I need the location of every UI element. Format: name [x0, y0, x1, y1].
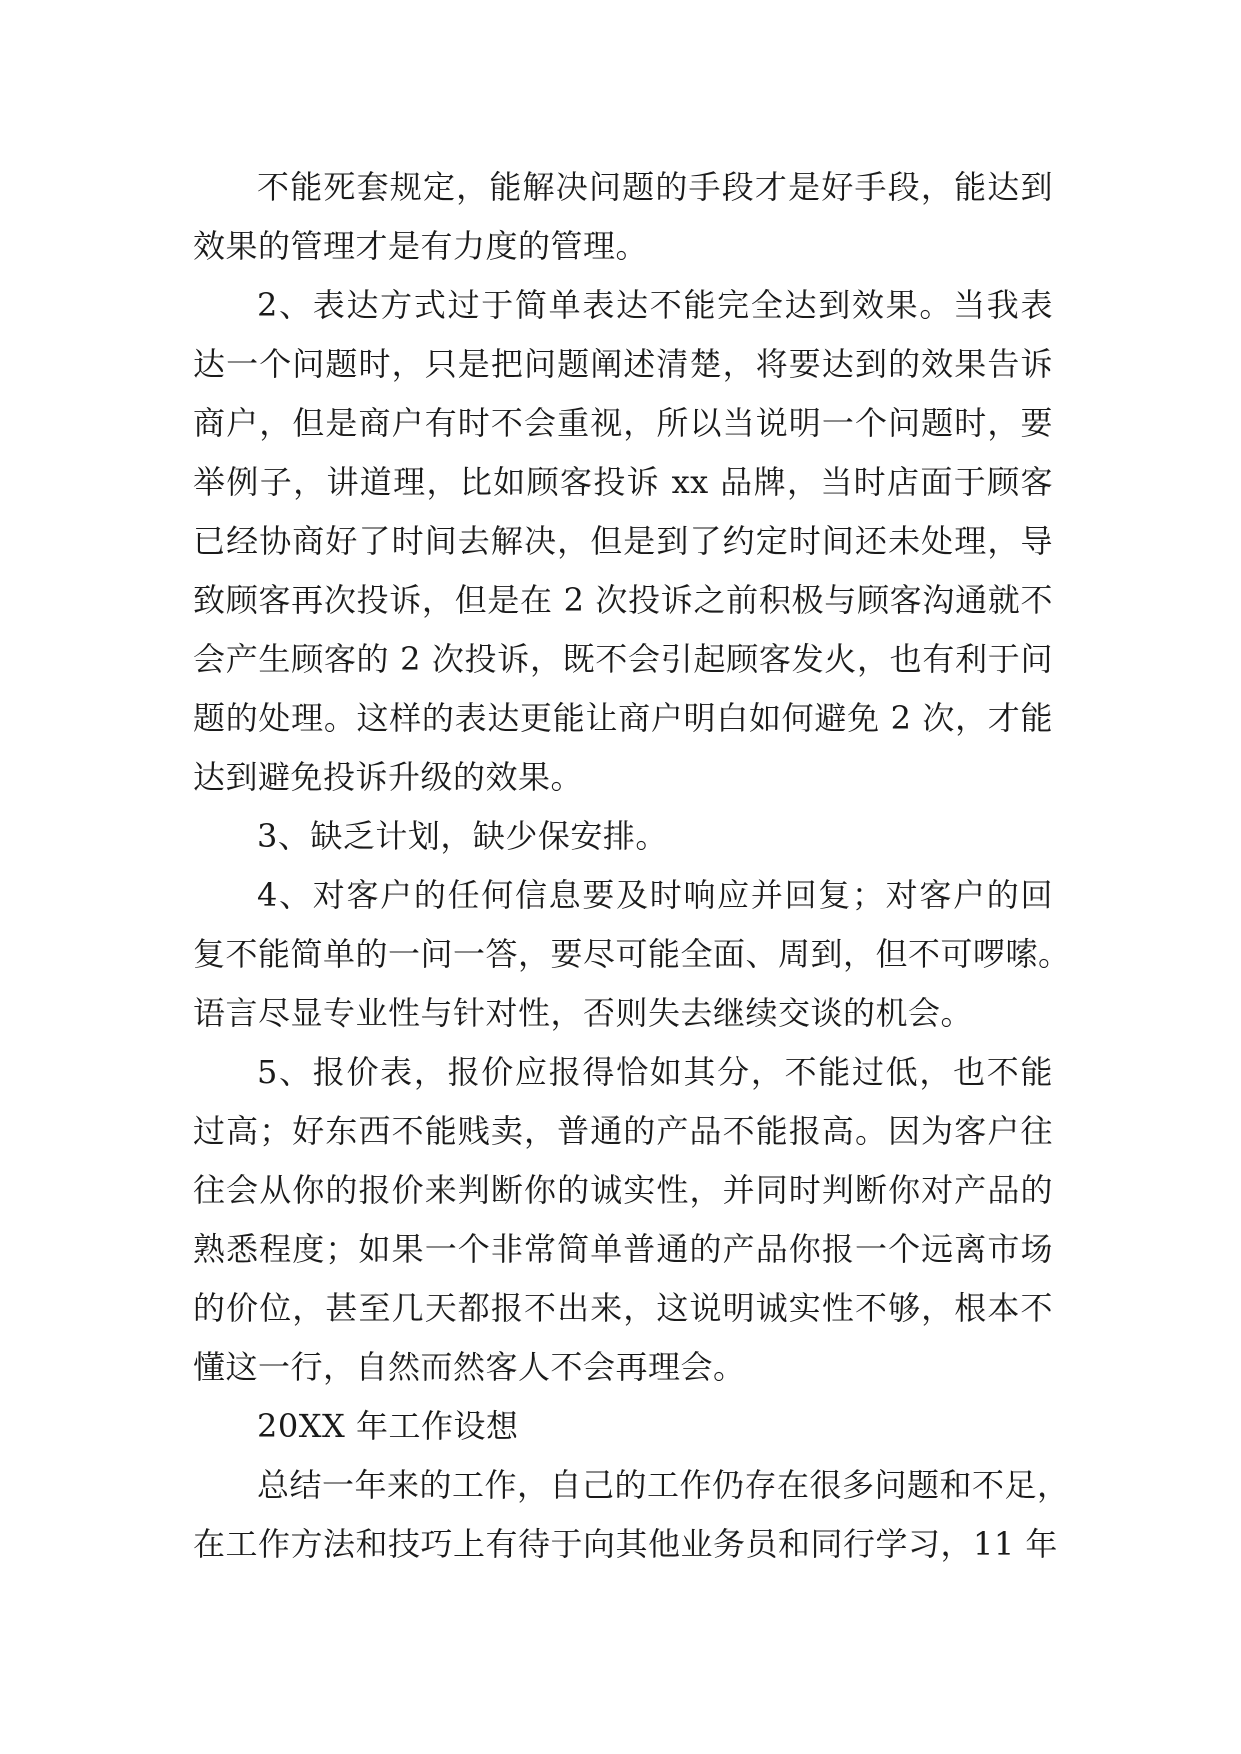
text-line: 在工作方法和技巧上有待于向其他业务员和同行学习，11 年 — [193, 1525, 1058, 1563]
paragraph-point-3 — [193, 807, 1053, 866]
text-line: 已经协商好了时间去解决，但是到了约定时间还未处理，导 — [193, 522, 1053, 560]
text-line: 过高；好东西不能贱卖，普通的产品不能报高。因为客户往 — [193, 1112, 1053, 1150]
paragraph-management — [193, 158, 1053, 276]
text-line: 举例子，讲道理，比如顾客投诉 xx 品牌，当时店面于顾客 — [193, 463, 1053, 501]
text-line: 5、报价表，报价应报得恰如其分，不能过低，也不能 — [257, 1053, 1053, 1091]
text-line: 懂这一行，自然而然客人不会再理会。 — [193, 1348, 746, 1386]
text-line: 往会从你的报价来判断你的诚实性，并同时判断你对产品的 — [193, 1171, 1053, 1209]
text-line: 的价位，甚至几天都报不出来，这说明诚实性不够，根本不 — [193, 1289, 1053, 1327]
text-line: 题的处理。这样的表达更能让商户明白如何避免 2 次，才能 — [193, 699, 1053, 737]
text-line: 商户，但是商户有时不会重视，所以当说明一个问题时，要 — [193, 404, 1053, 442]
text-line: 达一个问题时，只是把问题阐述清楚，将要达到的效果告诉 — [193, 345, 1053, 383]
text-line: 不能死套规定，能解决问题的手段才是好手段，能达到 — [257, 168, 1053, 206]
section-heading-work-plan — [193, 1397, 1053, 1456]
paragraph-point-4 — [193, 866, 1071, 1043]
document-body — [193, 158, 1071, 1574]
text-line: 复不能简单的一问一答，要尽可能全面、周到，但不可啰嗦。 — [193, 935, 1071, 973]
text-line: 总结一年来的工作，自己的工作仍存在很多问题和不足， — [257, 1466, 1070, 1504]
text-line: 4、对客户的任何信息要及时响应并回复；对客户的回 — [257, 876, 1053, 914]
text-line: 20XX 年工作设想 — [257, 1407, 519, 1445]
paragraph-point-2 — [193, 276, 1053, 807]
text-line: 2、表达方式过于简单表达不能完全达到效果。当我表 — [257, 286, 1053, 324]
text-line: 致顾客再次投诉，但是在 2 次投诉之前积极与顾客沟通就不 — [193, 581, 1053, 619]
text-line: 熟悉程度；如果一个非常简单普通的产品你报一个远离市场 — [193, 1230, 1053, 1268]
text-line: 语言尽显专业性与针对性，否则失去继续交谈的机会。 — [193, 994, 974, 1032]
paragraph-summary — [193, 1456, 1070, 1574]
text-line: 3、缺乏计划，缺少保安排。 — [257, 817, 668, 855]
paragraph-point-5 — [193, 1043, 1053, 1397]
text-line: 达到避免投诉升级的效果。 — [193, 758, 584, 796]
text-line: 会产生顾客的 2 次投诉，既不会引起顾客发火，也有利于问 — [193, 640, 1053, 678]
text-line: 效果的管理才是有力度的管理。 — [193, 227, 649, 265]
